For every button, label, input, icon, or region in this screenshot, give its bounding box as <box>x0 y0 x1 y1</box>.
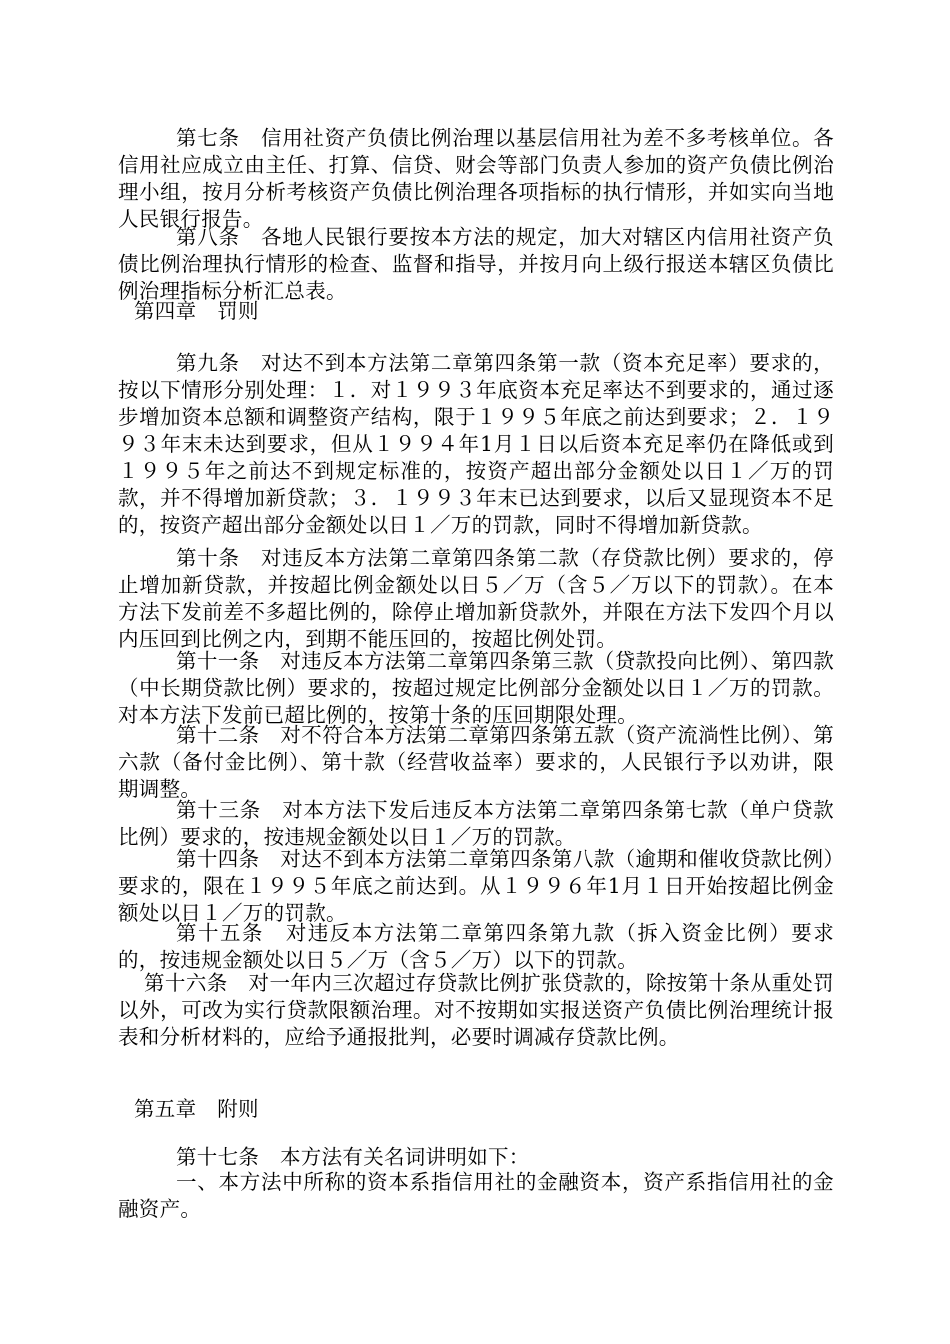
definition-item-1: 一、本方法中所称的资本系指信用社的金融资本，资产系指信用社的金融资产。 <box>118 1170 834 1221</box>
article-13-paragraph: 第十三条 对本方法下发后违反本方法第二章第四条第七款（单户贷款比例）要求的，按违规金额处以日１／万的罚款。 <box>118 798 834 849</box>
chapter-5-heading: 第五章 附则 <box>134 1097 259 1121</box>
article-10-paragraph: 第十条 对违反本方法第二章第四条第二款（存贷款比例）要求的，停止增加新贷款，并按超比例金额处以日５／万（含５／万以下的罚款）。在本方法下发前差不多超比例的，除停止增加新贷款外，并限在方法下发四个月以内压回到比例之内，到期不能压回的，按超比例处罚。 <box>118 546 834 651</box>
article-14-paragraph: 第十四条 对达不到本方法第二章第四条第八款（逾期和催收贷款比例）要求的，限在１９９５年底之前达到。从１９９６年1月１日开始按超比例金额处以日１／万的罚款。 <box>118 847 834 925</box>
article-8-paragraph: 第八条 各地人民银行要按本方法的规定，加大对辖区内信用社资产负债比例治理执行情形的检查、监督和指导，并按月向上级行报送本辖区负债比例治理指标分析汇总表。 <box>118 225 834 303</box>
article-9-paragraph: 第九条 对达不到本方法第二章第四条第一款（资本充足率）要求的，按以下情形分别处理：１．对１９９３年底资本充足率达不到要求的，通过逐步增加资本总额和调整资产结构，限于１９９５年底之前达到要求；２．１９９３年末未达到要求，但从１９９４年1月１日以后资本充足率仍在降低或到１９９５年之前达不到规定标准的，按资产超出部分金额处以日１／万的罚款，并不得增加新贷款；３．１９９３年末已达到要求，以后又显现资本不足的，按资产超出部分金额处以日１／万的罚款，同时不得增加新贷款。 <box>118 351 834 537</box>
article-17-paragraph: 第十七条 本方法有关名词讲明如下： <box>176 1145 530 1169</box>
chapter-4-heading: 第四章 罚则 <box>134 299 259 323</box>
article-7-paragraph: 第七条 信用社资产负债比例治理以基层信用社为差不多考核单位。各信用社应成立由主任、打算、信贷、财会等部门负责人参加的资产负债比例治理小组，按月分析考核资产负债比例治理各项指标的执行情形，并如实向当地人民银行报告。 <box>118 126 834 231</box>
article-16-paragraph: 第十六条 对一年内三次超过存贷款比例扩张贷款的，除按第十条从重处罚以外，可改为实行贷款限额治理。对不按期如实报送资产负债比例治理统计报表和分析材料的，应给予通报批判，必要时调减存贷款比例。 <box>118 971 834 1049</box>
article-11-paragraph: 第十一条 对违反本方法第二章第四条第三款（贷款投向比例）、第四款（中长期贷款比例）要求的，按超过规定比例部分金额处以日１／万的罚款。对本方法下发前已超比例的，按第十条的压回期限处理。 <box>118 649 834 727</box>
article-15-paragraph: 第十五条 对违反本方法第二章第四条第九款（拆入资金比例）要求的，按违规金额处以日５／万（含５／万）以下的罚款。 <box>118 921 834 972</box>
article-12-paragraph: 第十二条 对不符合本方法第二章第四条第五款（资产流淌性比例）、第六款（备付金比例）、第十款（经营收益率）要求的，人民银行予以劝讲，限期调整。 <box>118 723 834 801</box>
